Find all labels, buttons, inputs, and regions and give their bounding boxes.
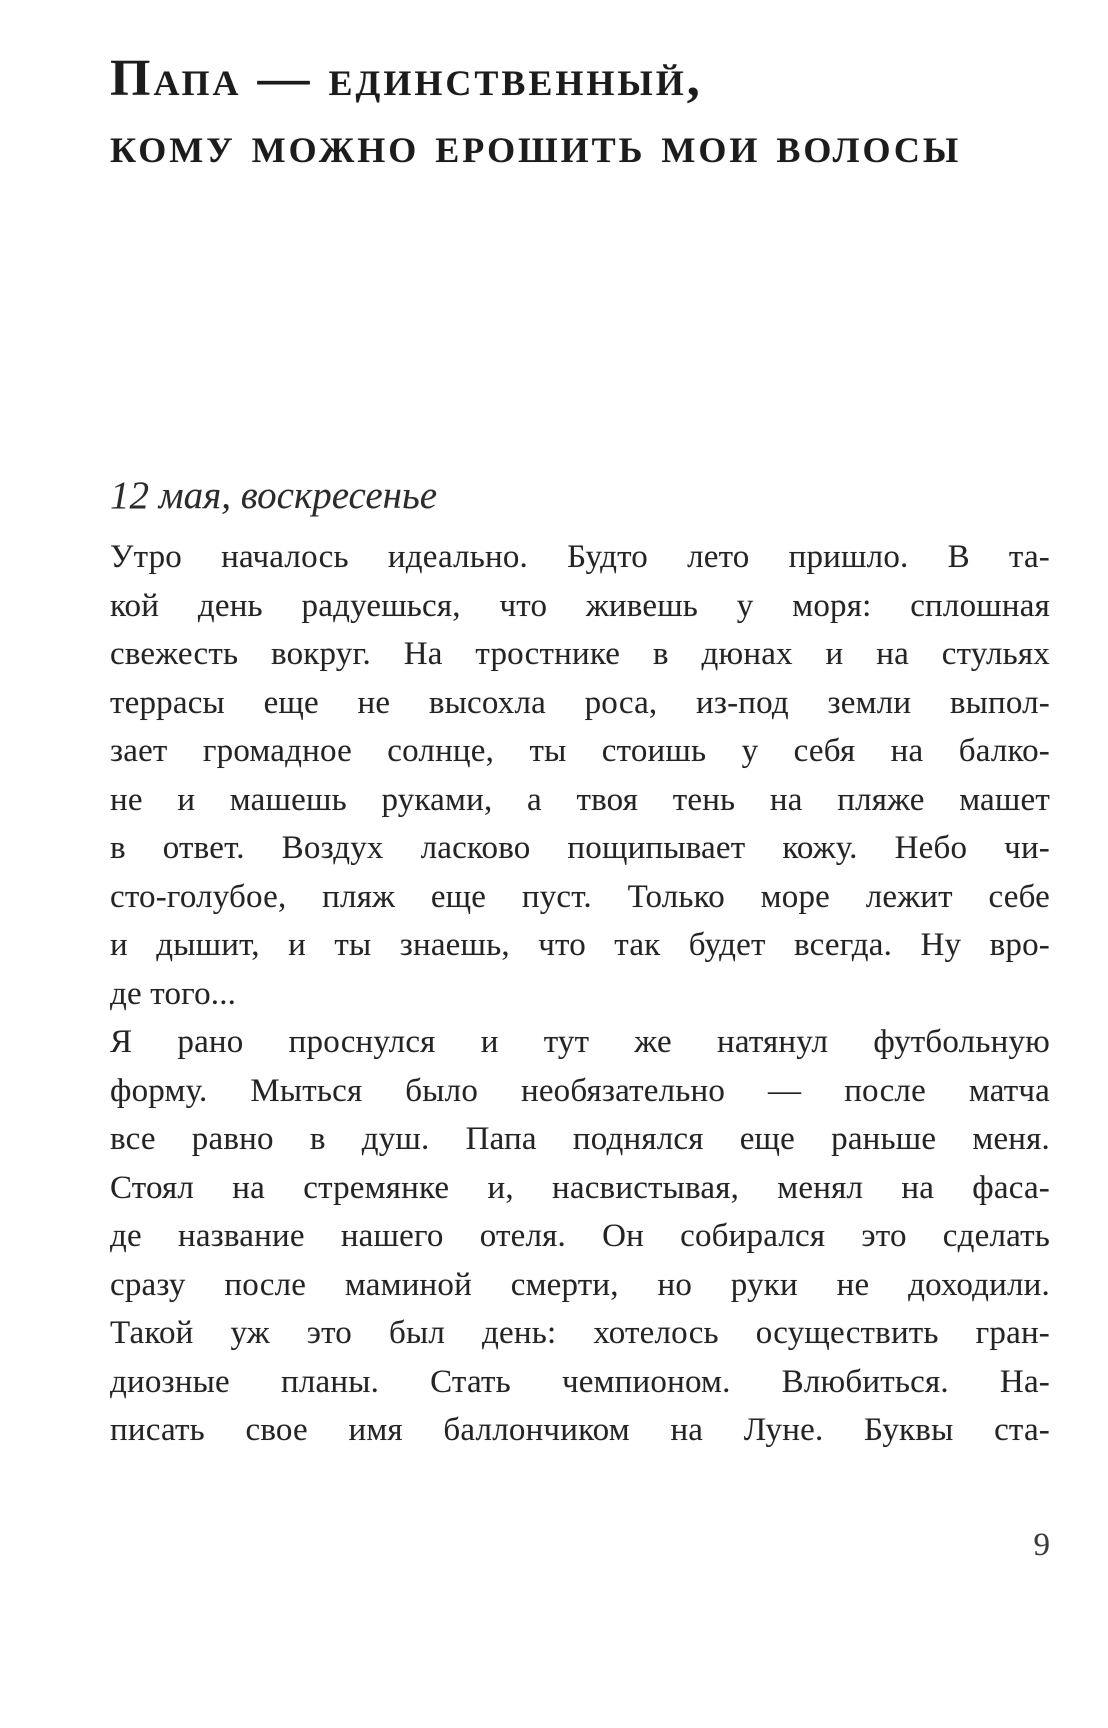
- chapter-title-line1: Папа — единственный,: [110, 50, 703, 107]
- chapter-title-line2: кому можно ерошить мои волосы: [110, 117, 962, 174]
- text-line: свежесть вокруг. На тростнике в дюнах и на стульях: [110, 636, 1050, 672]
- text-line: де название нашего отеля. Он собирался это сделать: [110, 1218, 1050, 1254]
- text-line: де того...: [110, 975, 237, 1012]
- text-line: сразу после маминой смерти, но руки не доходили.: [110, 1266, 1050, 1303]
- text-line: зает громадное солнце, ты стоишь у себя на балко-: [110, 733, 1050, 769]
- date-heading: 12 мая, воскресенье: [110, 474, 438, 517]
- text-line: в ответ. Воздух ласково пощипывает кожу. Небо чи-: [110, 830, 1050, 866]
- text-line: не и машешь руками, а твоя тень на пляже машет: [110, 781, 1050, 818]
- page-number: 9: [1033, 1526, 1050, 1563]
- text-line: террасы еще не высохла роса, из-под земли выпол-: [110, 684, 1050, 721]
- text-line: диозные планы. Стать чемпионом. Влюбиться. На-: [110, 1363, 1050, 1400]
- text-line: Утро началось идеально. Будто лето пришло. В та-: [110, 539, 1050, 575]
- text-line: писать свое имя баллончиком на Луне. Буквы ста-: [110, 1412, 1050, 1448]
- text-line: и дышит, и ты знаешь, что так будет всегда. Ну вро-: [110, 927, 1050, 963]
- paragraph-1: [110, 533, 1050, 1018]
- text-line: кой день радуешься, что живешь у моря: сплошная: [110, 587, 1050, 624]
- text-line: Стоял на стремянке и, насвистывая, менял на фаса-: [110, 1169, 1050, 1206]
- text-line: Я рано проснулся и тут же натянул футбольную: [110, 1024, 1050, 1060]
- paragraph-2: [110, 1018, 1050, 1455]
- text-line: все равно в душ. Папа поднялся еще раньше меня.: [110, 1121, 1050, 1157]
- text-line: сто-голубое, пляж еще пуст. Только море лежит себе: [110, 878, 1050, 915]
- chapter-title: [110, 45, 1050, 179]
- text-line: форму. Мыться было необязательно — после матча: [110, 1072, 1050, 1109]
- text-line: Такой уж это был день: хотелось осуществить гран-: [110, 1315, 1050, 1351]
